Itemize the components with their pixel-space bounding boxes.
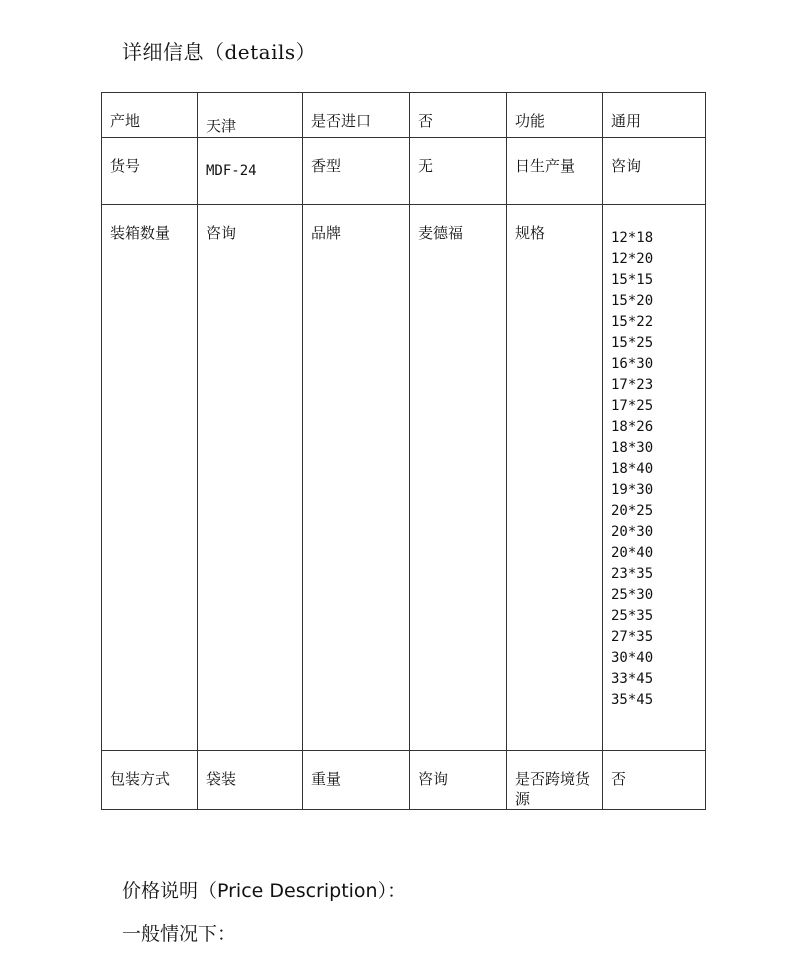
- price-description-heading: 价格说明（Price Description）：: [122, 880, 407, 902]
- size-item: 18*26: [611, 419, 654, 435]
- table-cell: 咨询: [603, 138, 706, 205]
- table-cell: 麦德福: [410, 205, 507, 751]
- table-cell: MDF-24: [198, 138, 303, 205]
- table-row: [102, 751, 706, 810]
- table-cell: 产地: [102, 93, 198, 138]
- table-cell: 品牌: [303, 205, 410, 751]
- size-item: 19*30: [611, 482, 654, 498]
- table-row: [102, 205, 706, 751]
- table-cell: 否: [410, 93, 507, 138]
- table-cell: 装箱数量: [102, 205, 198, 751]
- table-cell: 货号: [102, 138, 198, 205]
- table-cell: 咨询: [198, 205, 303, 751]
- size-item: 16*30: [611, 356, 654, 372]
- size-item: 25*35: [611, 608, 654, 624]
- size-item: 35*45: [611, 692, 654, 708]
- table-cell: 日生产量: [507, 138, 603, 205]
- table-cell: 包装方式: [102, 751, 198, 810]
- size-item: 30*40: [611, 650, 654, 666]
- table-cell: 功能: [507, 93, 603, 138]
- size-item: 27*35: [611, 629, 654, 645]
- size-list: [611, 228, 697, 711]
- details-table: [101, 92, 706, 810]
- table-cell: 重量: [303, 751, 410, 810]
- size-item: 33*45: [611, 671, 654, 687]
- price-general-line: 一般情况下：: [122, 923, 237, 945]
- size-item: 12*20: [611, 251, 654, 267]
- size-list-cell: [603, 205, 706, 751]
- size-item: 17*25: [611, 398, 654, 414]
- size-item: 15*25: [611, 335, 654, 351]
- table-cell: 无: [410, 138, 507, 205]
- size-item: 12*18: [611, 230, 654, 246]
- table-cell: 是否进口: [303, 93, 410, 138]
- table-row: [102, 138, 706, 205]
- size-item: 15*15: [611, 272, 654, 288]
- size-item: 17*23: [611, 377, 654, 393]
- table-cell: 规格: [507, 205, 603, 751]
- table-row: [102, 93, 706, 138]
- table-cell: 是否跨境货源: [507, 751, 603, 810]
- size-item: 15*22: [611, 314, 654, 330]
- table-cell: 否: [603, 751, 706, 810]
- table-cell: 香型: [303, 138, 410, 205]
- size-item: 25*30: [611, 587, 654, 603]
- details-title: 详细信息（details）: [122, 40, 317, 64]
- size-item: 23*35: [611, 566, 654, 582]
- size-item: 20*30: [611, 524, 654, 540]
- table-cell: 天津: [198, 93, 303, 138]
- size-item: 20*25: [611, 503, 654, 519]
- size-item: 20*40: [611, 545, 654, 561]
- table-cell: 咨询: [410, 751, 507, 810]
- size-item: 18*30: [611, 440, 654, 456]
- size-item: 15*20: [611, 293, 654, 309]
- table-cell: 袋装: [198, 751, 303, 810]
- size-item: 18*40: [611, 461, 654, 477]
- table-cell: 通用: [603, 93, 706, 138]
